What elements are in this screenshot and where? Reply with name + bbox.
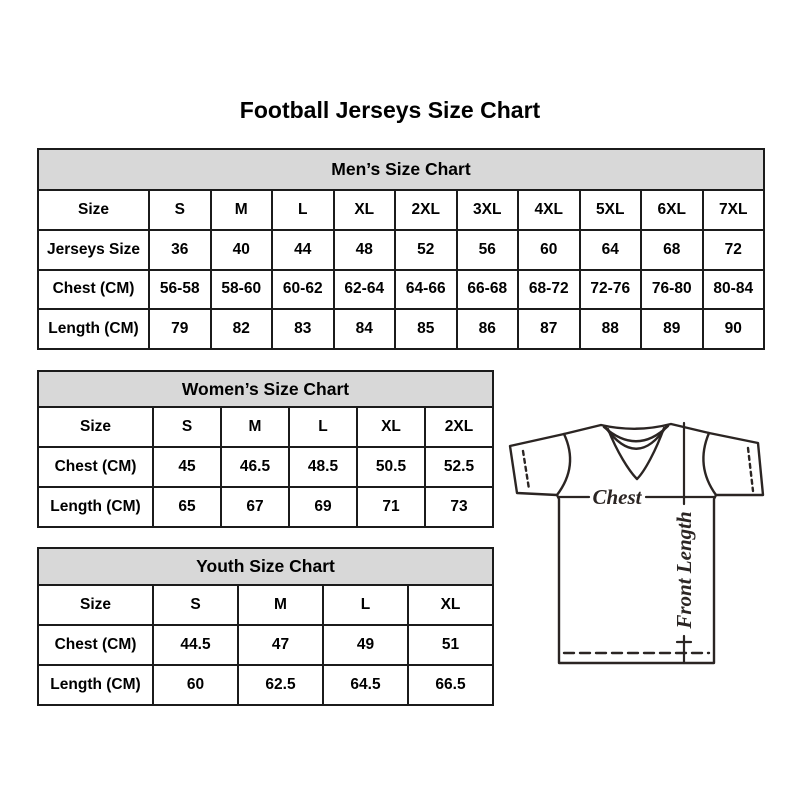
size-value-cell: 40 <box>211 230 273 270</box>
left-armhole-seam <box>557 434 570 495</box>
jersey-measurement-diagram <box>500 400 780 680</box>
size-value-cell: S <box>153 585 238 625</box>
mens-table-title: Men’s Size Chart <box>38 149 764 190</box>
left-cuff-dashed-line <box>523 451 529 489</box>
size-value-cell: 64 <box>580 230 642 270</box>
youth-size-chart <box>37 547 494 706</box>
size-value-cell: 79 <box>149 309 211 349</box>
table-header-row <box>38 548 493 585</box>
table-row <box>38 665 493 705</box>
table-row <box>38 585 493 625</box>
size-value-cell: 7XL <box>703 190 765 230</box>
size-value-cell: 89 <box>641 309 703 349</box>
size-value-cell: 2XL <box>425 407 493 447</box>
womens-size-chart <box>37 370 494 528</box>
row-label: Size <box>38 585 153 625</box>
womens-table-title: Women’s Size Chart <box>38 371 493 407</box>
size-value-cell: 3XL <box>457 190 519 230</box>
size-value-cell: 82 <box>211 309 273 349</box>
size-value-cell: 44 <box>272 230 334 270</box>
size-value-cell: 69 <box>289 487 357 527</box>
table-row <box>38 487 493 527</box>
front-length-label: Front Length <box>672 511 696 629</box>
size-value-cell: S <box>149 190 211 230</box>
size-value-cell: L <box>272 190 334 230</box>
size-value-cell: 86 <box>457 309 519 349</box>
size-value-cell: 85 <box>395 309 457 349</box>
table-row <box>38 407 493 447</box>
size-value-cell: 52 <box>395 230 457 270</box>
size-value-cell: 88 <box>580 309 642 349</box>
size-value-cell: 68 <box>641 230 703 270</box>
size-value-cell: L <box>323 585 408 625</box>
size-value-cell: 84 <box>334 309 396 349</box>
row-label: Length (CM) <box>38 309 149 349</box>
table-header-row <box>38 371 493 407</box>
size-value-cell: 62-64 <box>334 270 396 310</box>
table-header-row <box>38 149 764 190</box>
size-value-cell: 60 <box>153 665 238 705</box>
size-value-cell: 73 <box>425 487 493 527</box>
size-value-cell: 71 <box>357 487 425 527</box>
size-value-cell: 66.5 <box>408 665 493 705</box>
size-value-cell: 49 <box>323 625 408 665</box>
size-value-cell: 50.5 <box>357 447 425 487</box>
size-value-cell: 72-76 <box>580 270 642 310</box>
size-value-cell: 46.5 <box>221 447 289 487</box>
womens-size-table <box>37 370 494 528</box>
row-label: Chest (CM) <box>38 270 149 310</box>
table-row <box>38 309 764 349</box>
size-value-cell: M <box>238 585 323 625</box>
size-value-cell: 64.5 <box>323 665 408 705</box>
size-value-cell: S <box>153 407 221 447</box>
size-value-cell: 83 <box>272 309 334 349</box>
row-label: Size <box>38 407 153 447</box>
jersey-outline-icon <box>510 424 763 663</box>
size-value-cell: 44.5 <box>153 625 238 665</box>
size-value-cell: 87 <box>518 309 580 349</box>
size-value-cell: M <box>211 190 273 230</box>
right-armhole-seam <box>703 433 716 495</box>
size-value-cell: 4XL <box>518 190 580 230</box>
youth-table-title: Youth Size Chart <box>38 548 493 585</box>
mens-size-chart <box>37 148 765 350</box>
size-value-cell: 60-62 <box>272 270 334 310</box>
size-value-cell: 66-68 <box>457 270 519 310</box>
table-row <box>38 190 764 230</box>
row-label: Length (CM) <box>38 487 153 527</box>
page-title: Football Jerseys Size Chart <box>239 97 541 123</box>
row-label: Size <box>38 190 149 230</box>
size-value-cell: 56 <box>457 230 519 270</box>
size-value-cell: 36 <box>149 230 211 270</box>
right-cuff-dashed-line <box>748 448 753 491</box>
size-value-cell: 5XL <box>580 190 642 230</box>
table-row <box>38 270 764 310</box>
youth-size-table <box>37 547 494 706</box>
table-row <box>38 447 493 487</box>
table-row <box>38 230 764 270</box>
size-value-cell: 60 <box>518 230 580 270</box>
size-value-cell: M <box>221 407 289 447</box>
row-label: Jerseys Size <box>38 230 149 270</box>
size-value-cell: 51 <box>408 625 493 665</box>
size-value-cell: 47 <box>238 625 323 665</box>
size-value-cell: 76-80 <box>641 270 703 310</box>
size-value-cell: 80-84 <box>703 270 765 310</box>
size-value-cell: 45 <box>153 447 221 487</box>
size-value-cell: 65 <box>153 487 221 527</box>
size-value-cell: XL <box>334 190 396 230</box>
size-value-cell: 2XL <box>395 190 457 230</box>
size-value-cell: 58-60 <box>211 270 273 310</box>
size-value-cell: 52.5 <box>425 447 493 487</box>
size-value-cell: 72 <box>703 230 765 270</box>
table-row <box>38 625 493 665</box>
row-label: Chest (CM) <box>38 625 153 665</box>
mens-size-table <box>37 148 765 350</box>
size-value-cell: 62.5 <box>238 665 323 705</box>
size-value-cell: 48.5 <box>289 447 357 487</box>
size-value-cell: XL <box>408 585 493 625</box>
size-value-cell: L <box>289 407 357 447</box>
row-label: Length (CM) <box>38 665 153 705</box>
chest-label: Chest <box>592 485 642 509</box>
row-label: Chest (CM) <box>38 447 153 487</box>
size-value-cell: 56-58 <box>149 270 211 310</box>
size-value-cell: XL <box>357 407 425 447</box>
size-value-cell: 48 <box>334 230 396 270</box>
size-value-cell: 68-72 <box>518 270 580 310</box>
size-value-cell: 64-66 <box>395 270 457 310</box>
size-value-cell: 90 <box>703 309 765 349</box>
size-value-cell: 67 <box>221 487 289 527</box>
size-value-cell: 6XL <box>641 190 703 230</box>
